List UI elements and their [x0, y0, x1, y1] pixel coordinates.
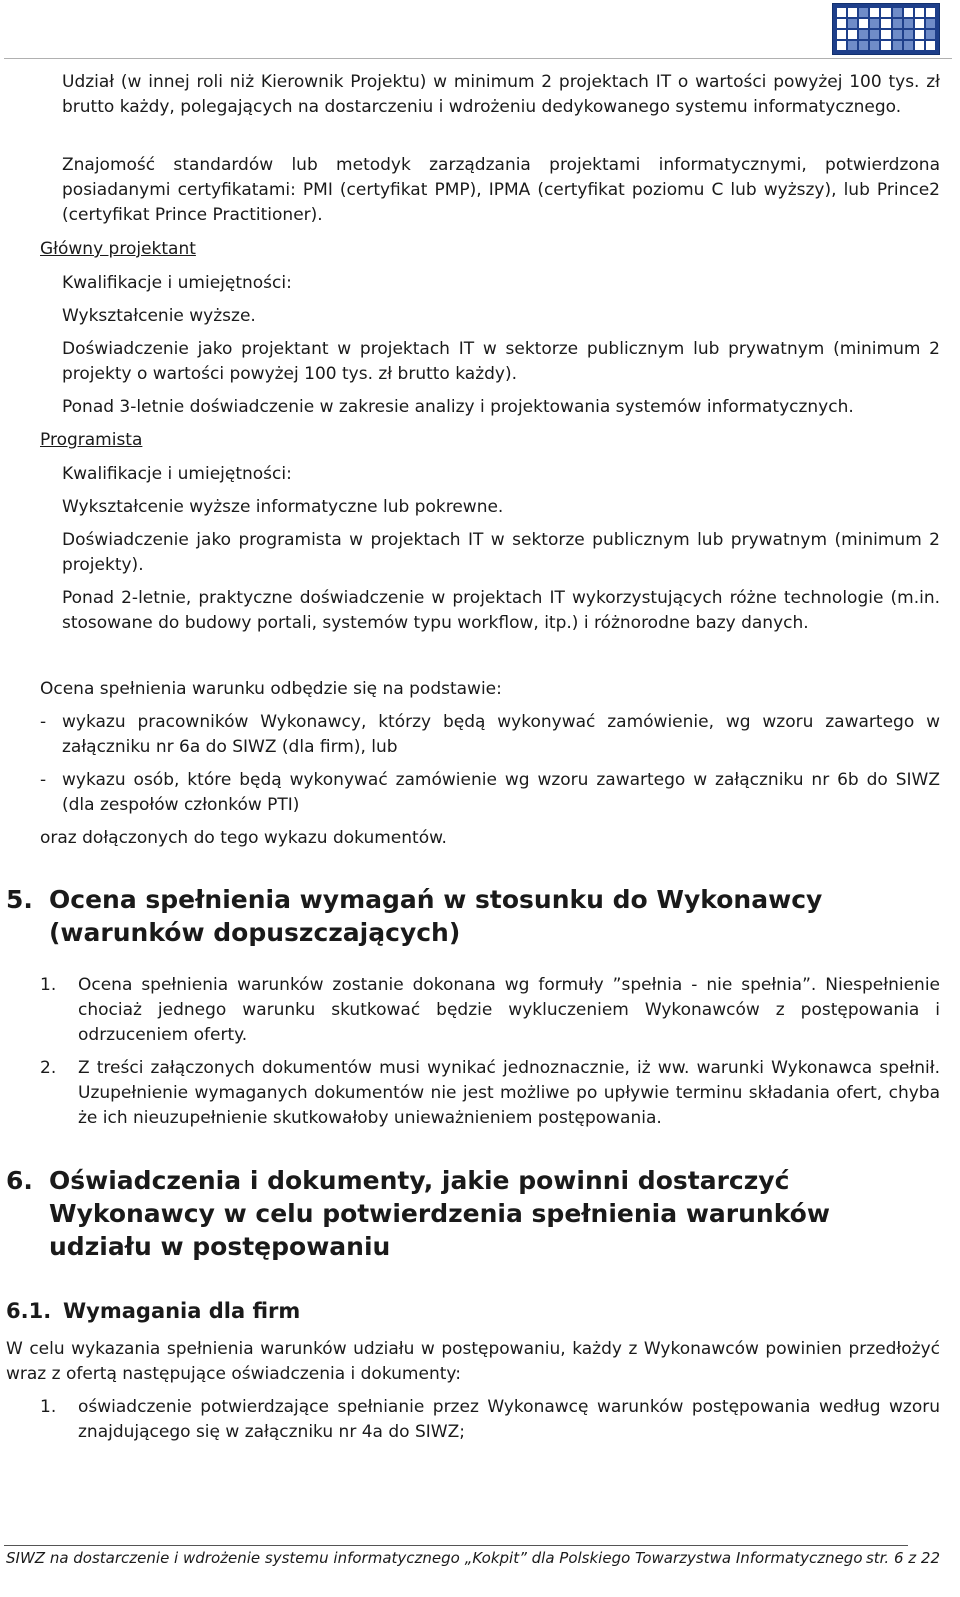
section-title: Oświadczenia i dokumenty, jakie powinni dostarczyć Wykonawcy w celu potwierdzenia spełnienia warunków udziału w postępowaniu: [49, 1166, 830, 1261]
footer-rule: [4, 1545, 908, 1546]
para-experience-it: Udział (w innej roli niż Kierownik Projektu) w minimum 2 projektach IT o wartości powyżej 100 tys. zł brutto każdy, polegających na dostarczeniu i wdrożeniu dedykowanego systemu informatycznego.: [62, 72, 940, 117]
education: Wykształcenie wyższe informatyczne lub pokrewne.: [62, 497, 504, 517]
assessment-intro: Ocena spełnienia warunku odbędzie się na podstawie:: [40, 679, 502, 699]
role-heading-programista: Programista: [40, 430, 143, 450]
page-footer: [6, 1548, 940, 1568]
item-text: Z treści załączonych dokumentów musi wynikać jednoznacznie, iż ww. warunki Wykonawca spełnił. Uzupełnienie wymaganych dokumentów nie jest możliwe po upływie terminu składania ofert, chyba że ich nieuzupełnienie skutkowałoby unieważnieniem postępowania.: [78, 1058, 940, 1128]
assessment-outro: oraz dołączonych do tego wykazu dokumentów.: [40, 828, 447, 848]
dash-marker: -: [40, 770, 47, 790]
subsection-title: Wymagania dla firm: [63, 1299, 301, 1323]
footer-title: SIWZ na dostarczenie i wdrożenie systemu informatycznego „Kokpit” dla Polskiego Towarzystwa Informatycznego: [6, 1549, 863, 1567]
section-title: Ocena spełnienia wymagań w stosunku do Wykonawcy (warunków dopuszczających): [49, 885, 823, 947]
dash-marker: -: [40, 712, 47, 732]
item-number: 1.: [40, 1397, 57, 1417]
section-number: 5.: [6, 885, 33, 914]
section-6-1-intro: W celu wykazania spełnienia warunków udziału w postępowaniu, każdy z Wykonawców powinien przedłożyć wraz z ofertą następujące oświadczenia i dokumenty:: [6, 1339, 940, 1384]
list-item-text: wykazu pracowników Wykonawcy, którzy będą wykonywać zamówienie, wg wzoru zawartego w załączniku nr 6a do SIWZ (dla firm), lub: [62, 712, 940, 757]
experience-2: Ponad 2-letnie, praktyczne doświadczenie w projektach IT wykorzystujących różne technologie (m.in. stosowane do budowy portali, systemów typu workflow, itp.) i różnorodne bazy danych.: [62, 588, 940, 633]
experience-2: Ponad 3-letnie doświadczenie w zakresie analizy i projektowania systemów informatycznych.: [62, 397, 854, 417]
item-text: Ocena spełnienia warunków zostanie dokonana wg formuły ”spełnia - nie spełnia”. Niespełnienie chociaż jednego warunku skutkować będzie wykluczeniem Wykonawców z postępowania i odrzuceniem oferty.: [78, 975, 940, 1045]
item-number: 1.: [40, 975, 57, 995]
page-number: str. 6 z 22: [865, 1549, 940, 1567]
item-text: oświadczenie potwierdzające spełnianie przez Wykonawcę warunków postępowania według wzoru znajdującego się w załączniku nr 4a do SIWZ;: [78, 1397, 940, 1442]
qual-label: Kwalifikacje i umiejętności:: [62, 273, 292, 293]
item-number: 2.: [40, 1058, 57, 1078]
section-number: 6.: [6, 1166, 33, 1195]
header-rule: [4, 58, 952, 59]
experience: Doświadczenie jako programista w projektach IT w sektorze publicznym lub prywatnym (minimum 2 projekty).: [62, 530, 940, 575]
subsection-number: 6.1.: [6, 1299, 52, 1323]
subsection-heading-6-1: [6, 1297, 300, 1325]
role-heading-glowny-projektant: Główny projektant: [40, 239, 196, 259]
education: Wykształcenie wyższe.: [62, 306, 256, 326]
para-standards: Znajomość standardów lub metodyk zarządzania projektami informatycznymi, potwierdzona posiadanymi certyfikatami: PMI (certyfikat PMP), IPMA (certyfikat poziomu C lub wyższy), lub Prince2 (certyfikat Prince Practitioner).: [62, 155, 940, 225]
qual-label: Kwalifikacje i umiejętności:: [62, 464, 292, 484]
experience: Doświadczenie jako projektant w projektach IT w sektorze publicznym lub prywatnym (minimum 2 projekty o wartości powyżej 100 tys. zł brutto każdy).: [62, 339, 940, 384]
list-item-text: wykazu osób, które będą wykonywać zamówienie wg wzoru zawartego w załączniku nr 6b do SIWZ (dla zespołów członków PTI): [62, 770, 940, 815]
pti-logo: [832, 3, 940, 55]
